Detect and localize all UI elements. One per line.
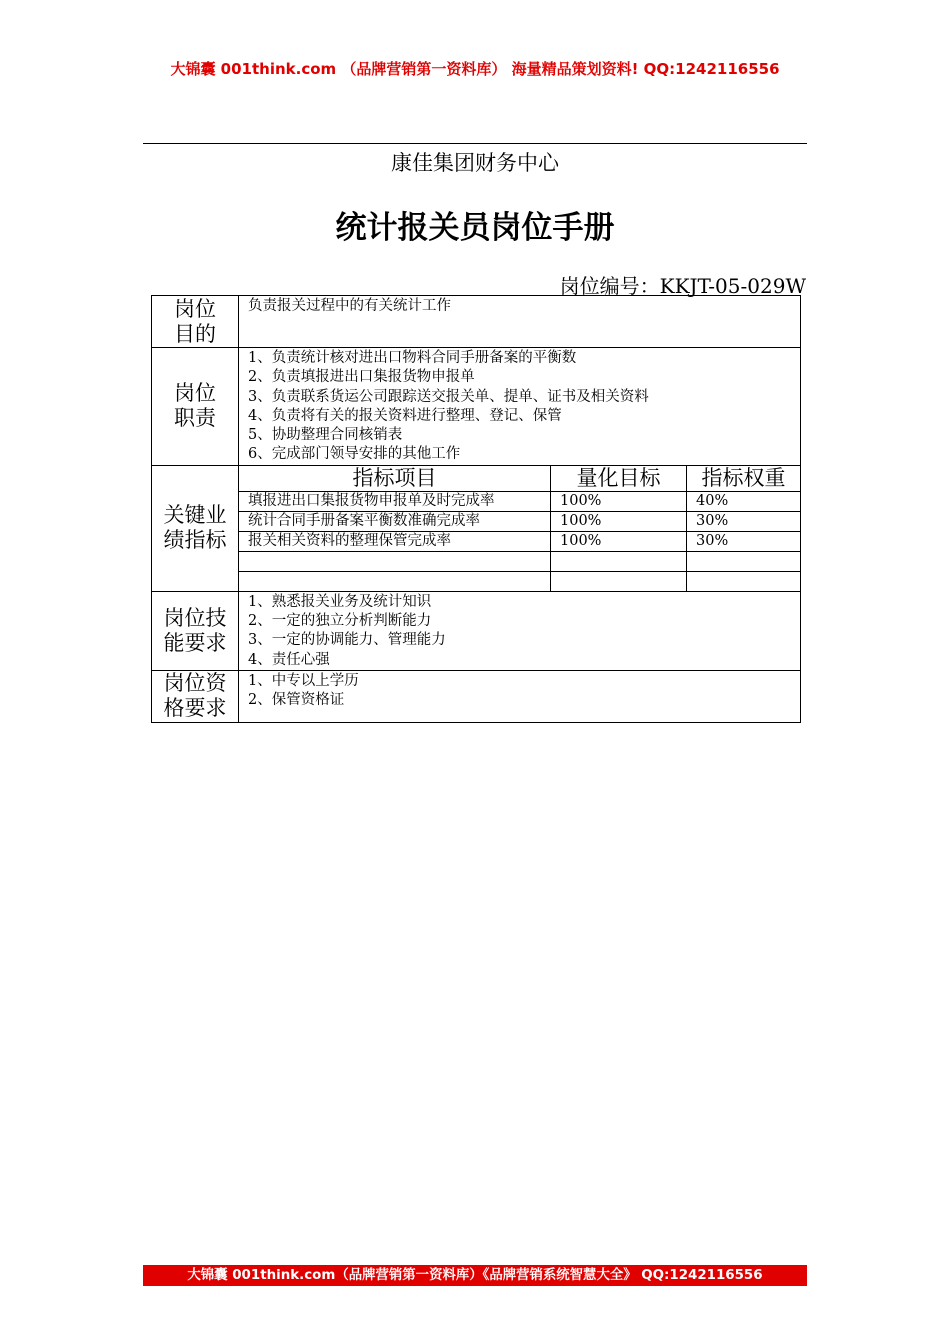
- purpose-label: 岗位 目的: [152, 296, 239, 348]
- table-row: [239, 551, 800, 571]
- kpi-table: [239, 466, 800, 591]
- list-item: 1、负责统计核对进出口物料合同手册备案的平衡数: [248, 350, 577, 366]
- organization-name: 康佳集团财务中心: [391, 151, 559, 175]
- list-item: 5、协助整理合同核销表: [248, 427, 403, 444]
- list-item: 2、一定的独立分析判断能力: [248, 613, 432, 630]
- position-code: 岗位编号：KKJT-05-029W: [559, 274, 806, 298]
- purpose-row: [152, 296, 801, 348]
- kpi-header-weight: 指标权重: [687, 466, 801, 492]
- duties-label: 岗位 职责: [152, 348, 239, 466]
- list-item: 4、责任心强: [248, 651, 330, 668]
- duties-row: [152, 348, 801, 466]
- list-item: 1、熟悉报关业务及统计知识: [248, 593, 432, 610]
- kpi-label: 关键业 绩指标: [152, 465, 239, 591]
- list-item: 2、负责填报进出口集报货物申报单: [248, 369, 475, 386]
- header-rule: [143, 143, 807, 144]
- table-row: 报关相关资料的整理保管完成率 100% 30%: [239, 531, 800, 551]
- kpi-header-item: 指标项目: [239, 466, 551, 492]
- kpi-content: [239, 465, 801, 591]
- job-manual-table: [151, 295, 801, 723]
- list-item: 4、负责将有关的报关资料进行整理、登记、保管: [248, 407, 562, 424]
- skills-row: [152, 591, 801, 670]
- skills-content: [239, 591, 801, 670]
- list-item: 1、中专以上学历: [248, 672, 359, 689]
- qualifications-row: [152, 670, 801, 722]
- list-item: 3、负责联系货运公司跟踪送交报关单、提单、证书及相关资料: [248, 388, 649, 405]
- kpi-header-row: [239, 466, 800, 492]
- list-item: 2、保管资格证: [248, 692, 345, 709]
- qualifications-content: [239, 670, 801, 722]
- kpi-header-target: 量化目标: [551, 466, 687, 492]
- list-item: 6、完成部门领导安排的其他工作: [248, 446, 461, 463]
- header-banner: 大锦囊 001think.com （品牌营销第一资料库） 海量精品策划资料! QQ:1242116556: [170, 60, 780, 78]
- document-title: 统计报关员岗位手册: [335, 210, 615, 246]
- duties-content: [239, 348, 801, 466]
- skills-label: 岗位技 能要求: [152, 591, 239, 670]
- kpi-row: [152, 465, 801, 591]
- table-row: [239, 571, 800, 591]
- purpose-content: 负责报关过程中的有关统计工作: [239, 296, 801, 348]
- table-row: 统计合同手册备案平衡数准确完成率 100% 30%: [239, 511, 800, 531]
- list-item: 3、一定的协调能力、管理能力: [248, 632, 446, 649]
- table-row: 填报进出口集报货物申报单及时完成率 100% 40%: [239, 491, 800, 511]
- footer-banner: 大锦囊 001think.com（品牌营销第一资料库）《品牌营销系统智慧大全》 QQ:1242116556: [143, 1265, 807, 1286]
- qualifications-label: 岗位资 格要求: [152, 670, 239, 722]
